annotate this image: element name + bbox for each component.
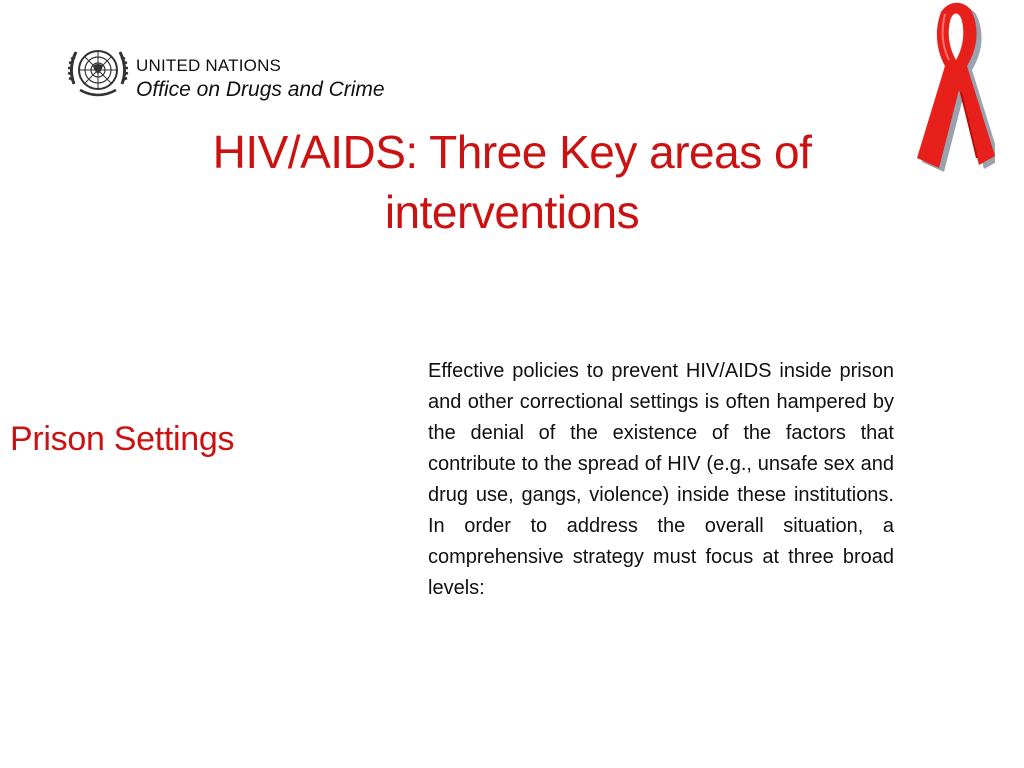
title-line-2: interventions xyxy=(384,186,640,238)
unodc-logo xyxy=(66,38,396,108)
org-name: UNITED NATIONS xyxy=(136,56,282,75)
org-office: Office on Drugs and Crime xyxy=(136,78,385,101)
un-emblem-icon xyxy=(66,40,130,104)
slide-title xyxy=(100,122,924,242)
section-label: Prison Settings xyxy=(10,420,235,458)
title-line-1: HIV/AIDS: Three Key areas of xyxy=(212,126,812,178)
body-paragraph: Effective policies to prevent HIV/AIDS inside prison and other correctional settings is often hampered by the denial of the existence of the factors that contribute to the spread of HIV (e.g., unsafe sex and drug use, gangs, violence) inside these institutions. In order to address the overall situation, a comprehensive strategy must focus at three broad levels: xyxy=(428,360,894,599)
